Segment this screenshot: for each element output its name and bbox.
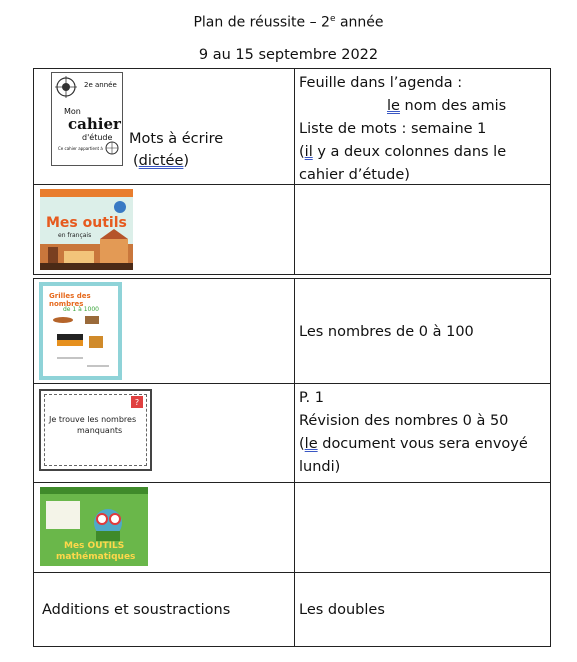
cover-subtitle: en français (58, 232, 92, 239)
row4-text: P. 1 Révision des nombres 0 à 50 (le document vous sera envoyé lundi) (299, 390, 528, 475)
grilles-nombres-cover (39, 282, 122, 380)
cover-title: Mes outils (46, 215, 127, 231)
cover-title3: d'étude (82, 133, 113, 142)
cover-title1: Mon (64, 107, 81, 116)
cover-subtitle: de 1 à 1000 (63, 306, 99, 313)
row5-right-cell (294, 482, 551, 573)
mes-outils-math-cover (40, 487, 148, 566)
row2-right-cell (294, 184, 551, 275)
date-range: 9 au 15 septembre 2022 (198, 47, 379, 63)
mes-outils-francais-cover (40, 189, 133, 270)
cover-title1: Mes OUTILS (64, 541, 125, 551)
cover-title: Grilles des nombres (49, 292, 91, 308)
cover-art (43, 314, 118, 374)
book-label: Mots à écrire (129, 131, 224, 147)
book-paren: (dictée) (133, 153, 190, 169)
cover-caption: Ce cahier appartient à (58, 146, 103, 151)
cahier-etude-cover (51, 72, 123, 166)
cover-title1: Je trouve les nombres (49, 415, 137, 424)
row6-right-text: Les doubles (299, 602, 385, 618)
row3-text: Les nombres de 0 à 100 (299, 324, 474, 340)
svg-text:?: ? (134, 398, 140, 407)
row1-text: Feuille dans l’agenda : le nom des amis Liste de mots : semaine 1 (il y a deux colonnes dans le cahier d’étude) (299, 75, 507, 183)
nombres-manquants-cover (39, 389, 152, 471)
cover-grade: 2e année (84, 81, 117, 89)
cover-title2: mathématiques (56, 552, 136, 562)
cover-title2: manquants (77, 426, 123, 435)
cover-corner-icon (130, 395, 144, 409)
row6-left-text: Additions et soustractions (42, 602, 231, 618)
page-title: Plan de réussite – 2e année (193, 14, 384, 31)
cover-title2: cahier (68, 115, 121, 133)
